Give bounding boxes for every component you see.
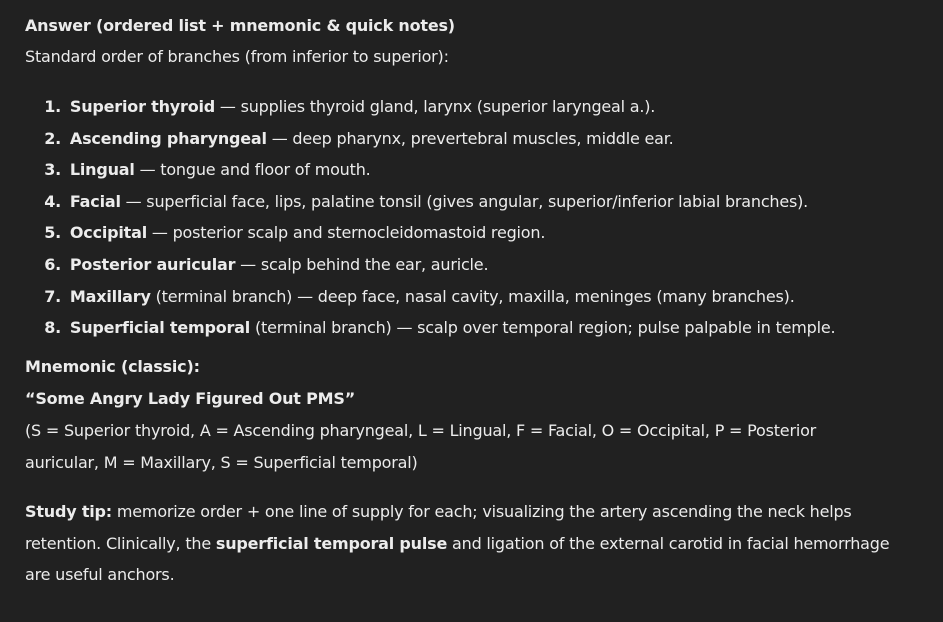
list-item xyxy=(25,191,835,223)
branch-note: (terminal branch) xyxy=(254,318,392,338)
answer-intro: Standard order of branches (from inferior to superior): xyxy=(25,47,449,66)
branch-name: Posterior auricular xyxy=(69,254,236,274)
branch-description: — scalp over temporal region; pulse palpable in temple. xyxy=(396,318,836,338)
mnemonic-phrase: “Some Angry Lady Figured Out PMS” xyxy=(25,389,356,408)
mnemonic-key: (S = Superior thyroid, A = Ascending pharyngeal, L = Lingual, F = Facial, O = Occipital, P = Posterior auricular, M = Maxillary, S = Superficial temporal) xyxy=(25,421,817,472)
list-item xyxy=(25,128,835,160)
list-item xyxy=(25,286,835,318)
branch-list xyxy=(25,96,835,349)
branch-description: — supplies thyroid gland, larynx (superior laryngeal a.). xyxy=(219,97,656,116)
list-number: 6. xyxy=(44,254,61,274)
study-tip-text: memorize order + one line of supply for each; visualizing the artery ascending the neck helps retention. Clinically, the xyxy=(25,502,852,553)
branch-name: Facial xyxy=(69,191,121,211)
study-tip-text-end: and ligation of the external carotid in facial hemorrhage are useful anchors. xyxy=(25,533,890,584)
branch-name: Occipital xyxy=(69,223,148,243)
study-tip xyxy=(25,496,905,591)
branch-description: — superficial face, lips, palatine tonsil (gives angular, superior/inferior labial branches). xyxy=(125,191,809,211)
list-item xyxy=(25,159,835,191)
branch-name: Maxillary xyxy=(69,286,151,306)
list-number: 4. xyxy=(44,191,61,211)
branch-name: Ascending pharyngeal xyxy=(69,128,267,148)
branch-description: — scalp behind the ear, auricle. xyxy=(240,254,489,274)
list-number: 8. xyxy=(44,318,61,338)
branch-name: Lingual xyxy=(69,160,135,180)
list-number: 1. xyxy=(44,97,61,116)
branch-name: Superficial temporal xyxy=(69,318,251,338)
study-tip-highlight: superficial temporal pulse xyxy=(215,533,448,553)
branch-note: (terminal branch) xyxy=(155,286,293,306)
branch-description: — deep face, nasal cavity, maxilla, meninges (many branches). xyxy=(297,286,795,306)
branch-description: — posterior scalp and sternocleidomastoid region. xyxy=(151,223,546,243)
answer-heading: Answer (ordered list + mnemonic & quick notes) xyxy=(25,16,455,35)
branch-name: Superior thyroid xyxy=(69,97,216,116)
branch-description: — deep pharynx, prevertebral muscles, middle ear. xyxy=(271,128,674,148)
branch-description: — tongue and floor of mouth. xyxy=(139,160,371,180)
list-item xyxy=(25,254,835,286)
list-item xyxy=(25,96,835,128)
list-item xyxy=(25,317,835,349)
study-tip-label: Study tip: xyxy=(25,502,113,521)
list-number: 7. xyxy=(44,286,61,306)
list-number: 5. xyxy=(44,223,61,243)
mnemonic-title: Mnemonic (classic): xyxy=(25,357,200,376)
list-item xyxy=(25,222,835,254)
list-number: 3. xyxy=(44,160,61,180)
list-number: 2. xyxy=(44,128,61,148)
